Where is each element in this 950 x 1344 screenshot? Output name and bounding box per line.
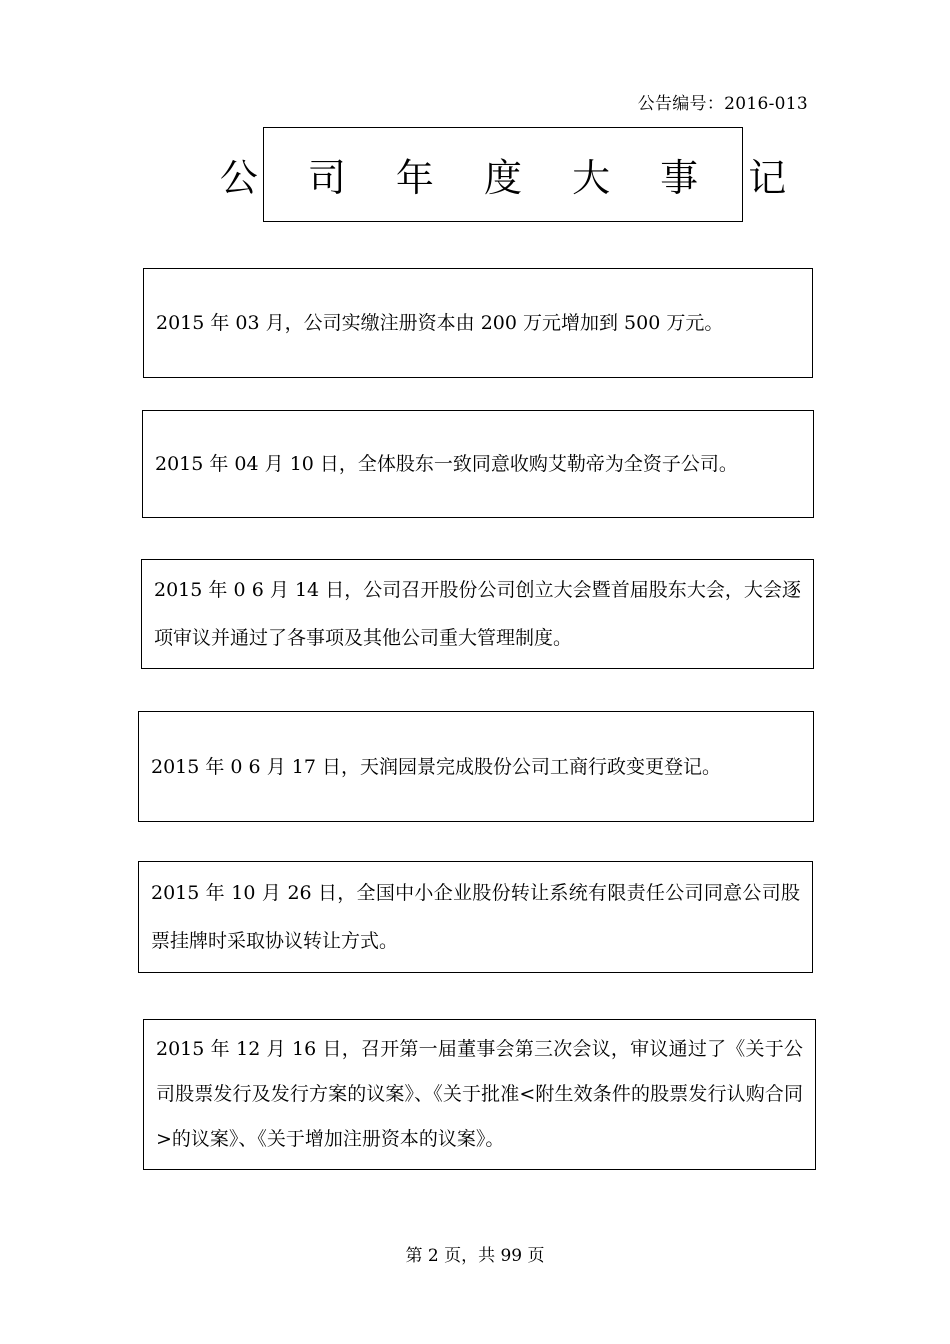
event-text: 2015 年 0 6 月 17 日，天润园景完成股份公司工商行政变更登记。	[151, 755, 721, 778]
event-box	[138, 711, 814, 822]
event-box	[143, 1019, 816, 1170]
event-text: 2015 年 10 月 26 日，全国中小企业股份转让系统有限责任公司同意公司股票挂牌时采取协议转让方式。	[151, 882, 800, 952]
page-number: 第 2 页，共 99 页	[405, 1246, 545, 1266]
event-box	[138, 861, 813, 973]
event-box	[142, 410, 814, 518]
title-box	[219, 127, 806, 222]
event-text: 2015 年 0 6 月 14 日，公司召开股份公司创立大会暨首届股东大会，大会逐项审议并通过了各事项及其他公司重大管理制度。	[154, 579, 801, 649]
notice-number: 公告编号：2016-013	[637, 94, 808, 114]
page-title: 公 司 年 度 大 事 记	[219, 156, 806, 200]
event-text: 2015 年 12 月 16 日，召开第一届董事会第三次会议，审议通过了《关于公司股票发行及发行方案的议案》、《关于批准<附生效条件的股票发行认购合同>的议案》、《关于增加注册资本的议案》。	[156, 1038, 803, 1150]
event-box	[143, 268, 813, 378]
event-box	[141, 559, 814, 669]
event-text: 2015 年 04 月 10 日，全体股东一致同意收购艾勒帝为全资子公司。	[155, 453, 738, 475]
event-text: 2015 年 03 月，公司实缴注册资本由 200 万元增加到 500 万元。	[156, 312, 724, 334]
